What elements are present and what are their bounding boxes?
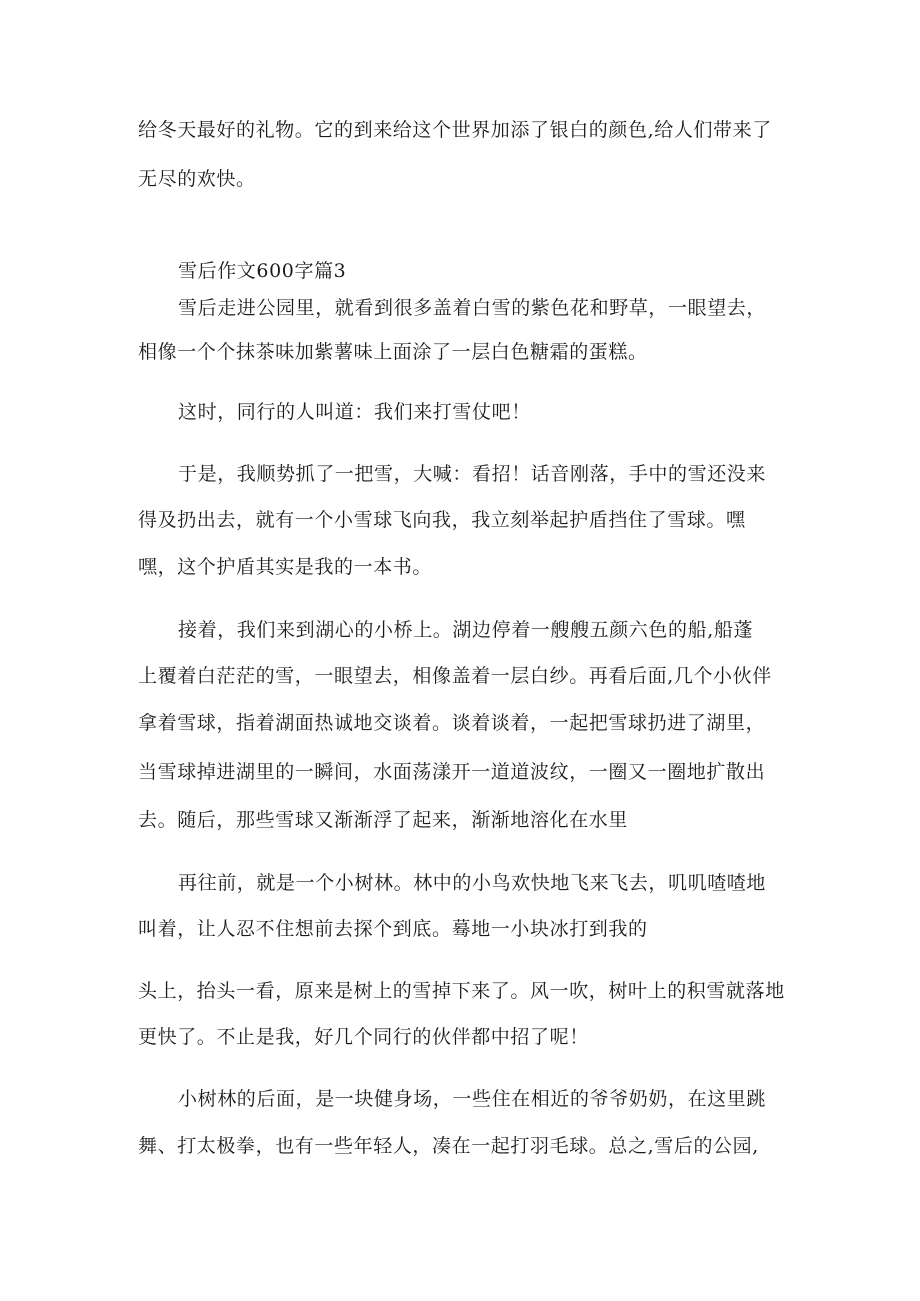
- text-line: 舞、打太极拳，也有一些年轻人，凑在一起打羽毛球。总之,雪后的公园,: [138, 1135, 759, 1157]
- text-line: 当雪球掉进湖里的一瞬间，水面荡漾开一道道波纹，一圈又一圈地扩散出: [138, 761, 766, 783]
- text-line: 接着，我们来到湖心的小桥上。湖边停着一艘艘五颜六色的船,船蓬: [178, 619, 754, 641]
- text-line: 这时，同行的人叫道：我们来打雪仗吧！: [178, 401, 531, 423]
- text-line: 小树林的后面，是一块健身场，一些住在相近的爷爷奶奶，在这里跳: [178, 1088, 767, 1110]
- text-line: 叫着，让人忍不住想前去探个到底。蓦地一小块冰打到我的: [138, 918, 648, 940]
- section-heading: 雪后作文600字篇3: [178, 260, 347, 282]
- text-line: 相像一个个抹茶味加紫薯味上面涂了一层白色糖霜的蛋糕。: [138, 341, 648, 363]
- text-line: 雪后走进公园里，就看到很多盖着白雪的紫色花和野草，一眼望去，: [178, 297, 767, 319]
- text-line: 于是，我顺势抓了一把雪，大喊：看招！话音刚落，手中的雪还没来: [178, 463, 767, 485]
- text-line: 头上，抬头一看，原来是树上的雪掉下来了。风一吹，树叶上的积雪就落地: [138, 980, 785, 1002]
- text-line: 更快了。不止是我，好几个同行的伙伴都中招了呢！: [138, 1026, 589, 1048]
- text-line: 再往前，就是一个小树林。林中的小鸟欢快地飞来飞去，叽叽喳喳地: [178, 872, 767, 894]
- text-line: 得及扔出去，就有一个小雪球飞向我，我立刻举起护盾挡住了雪球。嘿: [138, 509, 746, 531]
- text-line: 上覆着白茫茫的雪，一眼望去，相像盖着一层白纱。再看后面,几个小伙伴: [138, 665, 772, 687]
- text-line: 无尽的欢快。: [138, 168, 256, 190]
- text-line: 拿着雪球，指着湖面热诚地交谈着。谈着谈着，一起把雪球扔进了湖里，: [138, 712, 766, 734]
- text-line: 去。随后，那些雪球又渐渐浮了起来，渐渐地溶化在水里: [138, 809, 629, 831]
- text-line: 给冬天最好的礼物。它的到来给这个世界加添了银白的颜色,给人们带来了: [138, 119, 772, 141]
- text-line: 嘿，这个护盾其实是我的一本书。: [138, 556, 433, 578]
